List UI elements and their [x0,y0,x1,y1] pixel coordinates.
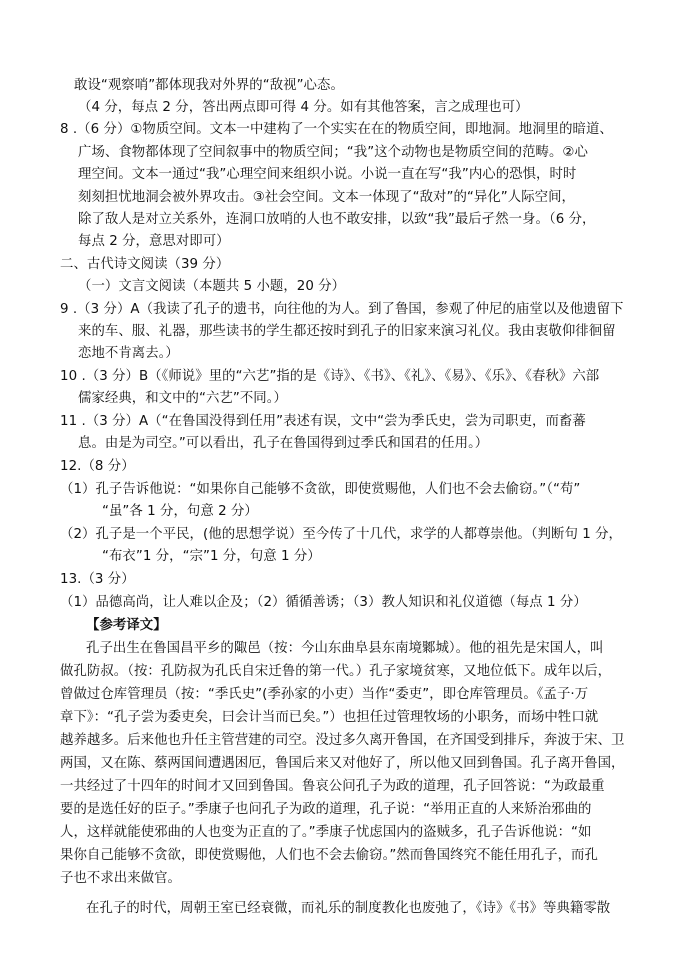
text-line: （4 分，每点 2 分，答出两点即可得 4 分。如有其他答案，言之成理也可） [78,100,529,115]
translation-line: 做孔防叔。（按：孔防叔为孔氏自宋迁鲁的第一代。）孔子家境贫寒，又地位低下。成年以后， [60,664,612,679]
translation-line: 在孔子的时代，周朝王室已经衰微，而礼乐的制度教化也废弛了，《诗》《书》等典籍零散 [86,901,611,916]
text-line: （1）孔子告诉他说：“如果你自己能够不贪欲，即使赏赐他，人们也不会去偷窃。”（“苟” [60,482,581,497]
text-line: 理空间。文本一通过“我”心理空间来组织小说。小说一直在写“我”内心的恐惧，时时 [78,167,577,182]
text-line: （2）孔子是一个平民，(他的思想学说）至今传了十几代，求学的人都尊崇他。（判断句 1 分， [60,527,622,542]
translation-line: 曾做过仓库管理员（按：“季氏史”(季孙家的小吏）当作“委吏”，即仓库管理员。《孟子·万 [60,687,589,702]
text-line: 除了敌人是对立关系外，连洞口放哨的人也不敢安排，以致“我”最后孑然一身。（6 分， [78,212,596,227]
translation-line: 越养越多。后来他也升任主管营建的司空。没过多久离开鲁国，在齐国受到排斥，奔波于宋、卫 [60,733,625,748]
text-line: 来的车、服、礼器，那些读书的学生都还按时到孔子的旧家来演习礼仪。我由衷敬仰徘徊留 [78,324,616,339]
answer-12-heading: 12.（8 分） [60,459,135,474]
text-line: 息。由是为司空。”可以看出，孔子在鲁国得到过季氏和国君的任用。） [78,436,489,451]
translation-heading: 【参考译文】 [86,618,167,633]
text-line: 恋地不肯离去。） [78,346,179,361]
translation-line: 章下》：“孔子尝为委吏矣，曰会计当而已矣。”）也担任过管理牧场的小职务，而场中牲口就 [60,710,599,725]
translation-line: 子也不求出来做官。 [60,871,181,886]
text-line: 儒家经典，和文中的“六艺”不同。） [78,391,287,406]
answer-9-line: 9 .（3 分）A（我读了孔子的遗书，向往他的为人。到了鲁国，参观了仲尼的庙堂以及他遗留下 [60,302,624,317]
text-line: 每点 2 分，意思对即可） [78,234,230,249]
translation-line: 果你自己能够不贪欲，即使赏赐他，人们也不会去偷窃。”然而鲁国终究不能任用孔子，而孔 [60,848,598,863]
translation-line: 两国，又在陈、蔡两国间遭遇困厄，鲁国后来又对他好了，所以他又回到鲁国。孔子离开鲁国， [60,756,625,771]
translation-line: 一共经过了十四年的时间才又回到鲁国。鲁哀公问孔子为政的道理，孔子回答说：“为政最重 [60,779,605,794]
section-heading: 二、古代诗文阅读（39 分） [60,257,230,272]
text-line: 敢设“观察哨”都体现我对外界的“敌视”心态。 [74,78,344,93]
translation-line: 要的是选任好的臣子。”季康子也问孔子为政的道理，孔子说：“举用正直的人来矫治邪曲的 [60,802,592,817]
answer-13-heading: 13.（3 分） [60,572,135,587]
text-line: “布衣”1 分，“宗”1 分，句意 1 分） [102,549,321,564]
answer-11-line: 11 .（3 分）A（“在鲁国没得到任用”表述有误，文中“尝为季氏史，尝为司职吏，而畜蕃 [60,414,586,429]
text-line: （1）品德高尚，让人难以企及；（2）循循善诱；（3）教人知识和礼仪道德（每点 1 分） [60,595,587,610]
translation-line: 人，这样就能使邪曲的人也变为正直的了。”季康子忧虑国内的盗贼多，孔子告诉他说：“如 [60,825,592,840]
text-line: 刻刻担忧地洞会被外界攻击。③社会空间。文本一体现了“敌对”的“异化”人际空间， [78,190,575,205]
text-line: 广场、食物都体现了空间叙事中的物质空间；“我”这个动物也是物质空间的范畴。②心 [78,145,588,160]
answer-8-line: 8 .（6 分）①物质空间。文本一中建构了一个实实在在的物质空间，即地洞。地洞里的暗道、 [60,122,613,137]
subsection-heading: （一）文言文阅读（本题共 5 小题，20 分） [78,279,346,294]
text-line: “虽”各 1 分，句意 2 分） [102,504,258,519]
translation-line: 孔子出生在鲁国昌平乡的陬邑（按：今山东曲阜县东南境鄹城）。他的祖先是宋国人，叫 [86,641,604,656]
answer-10-line: 10 .（3 分）B（《师说》里的“六艺”指的是《诗》、《书》、《礼》、《易》、《乐》、《春秋》六部 [60,369,600,384]
